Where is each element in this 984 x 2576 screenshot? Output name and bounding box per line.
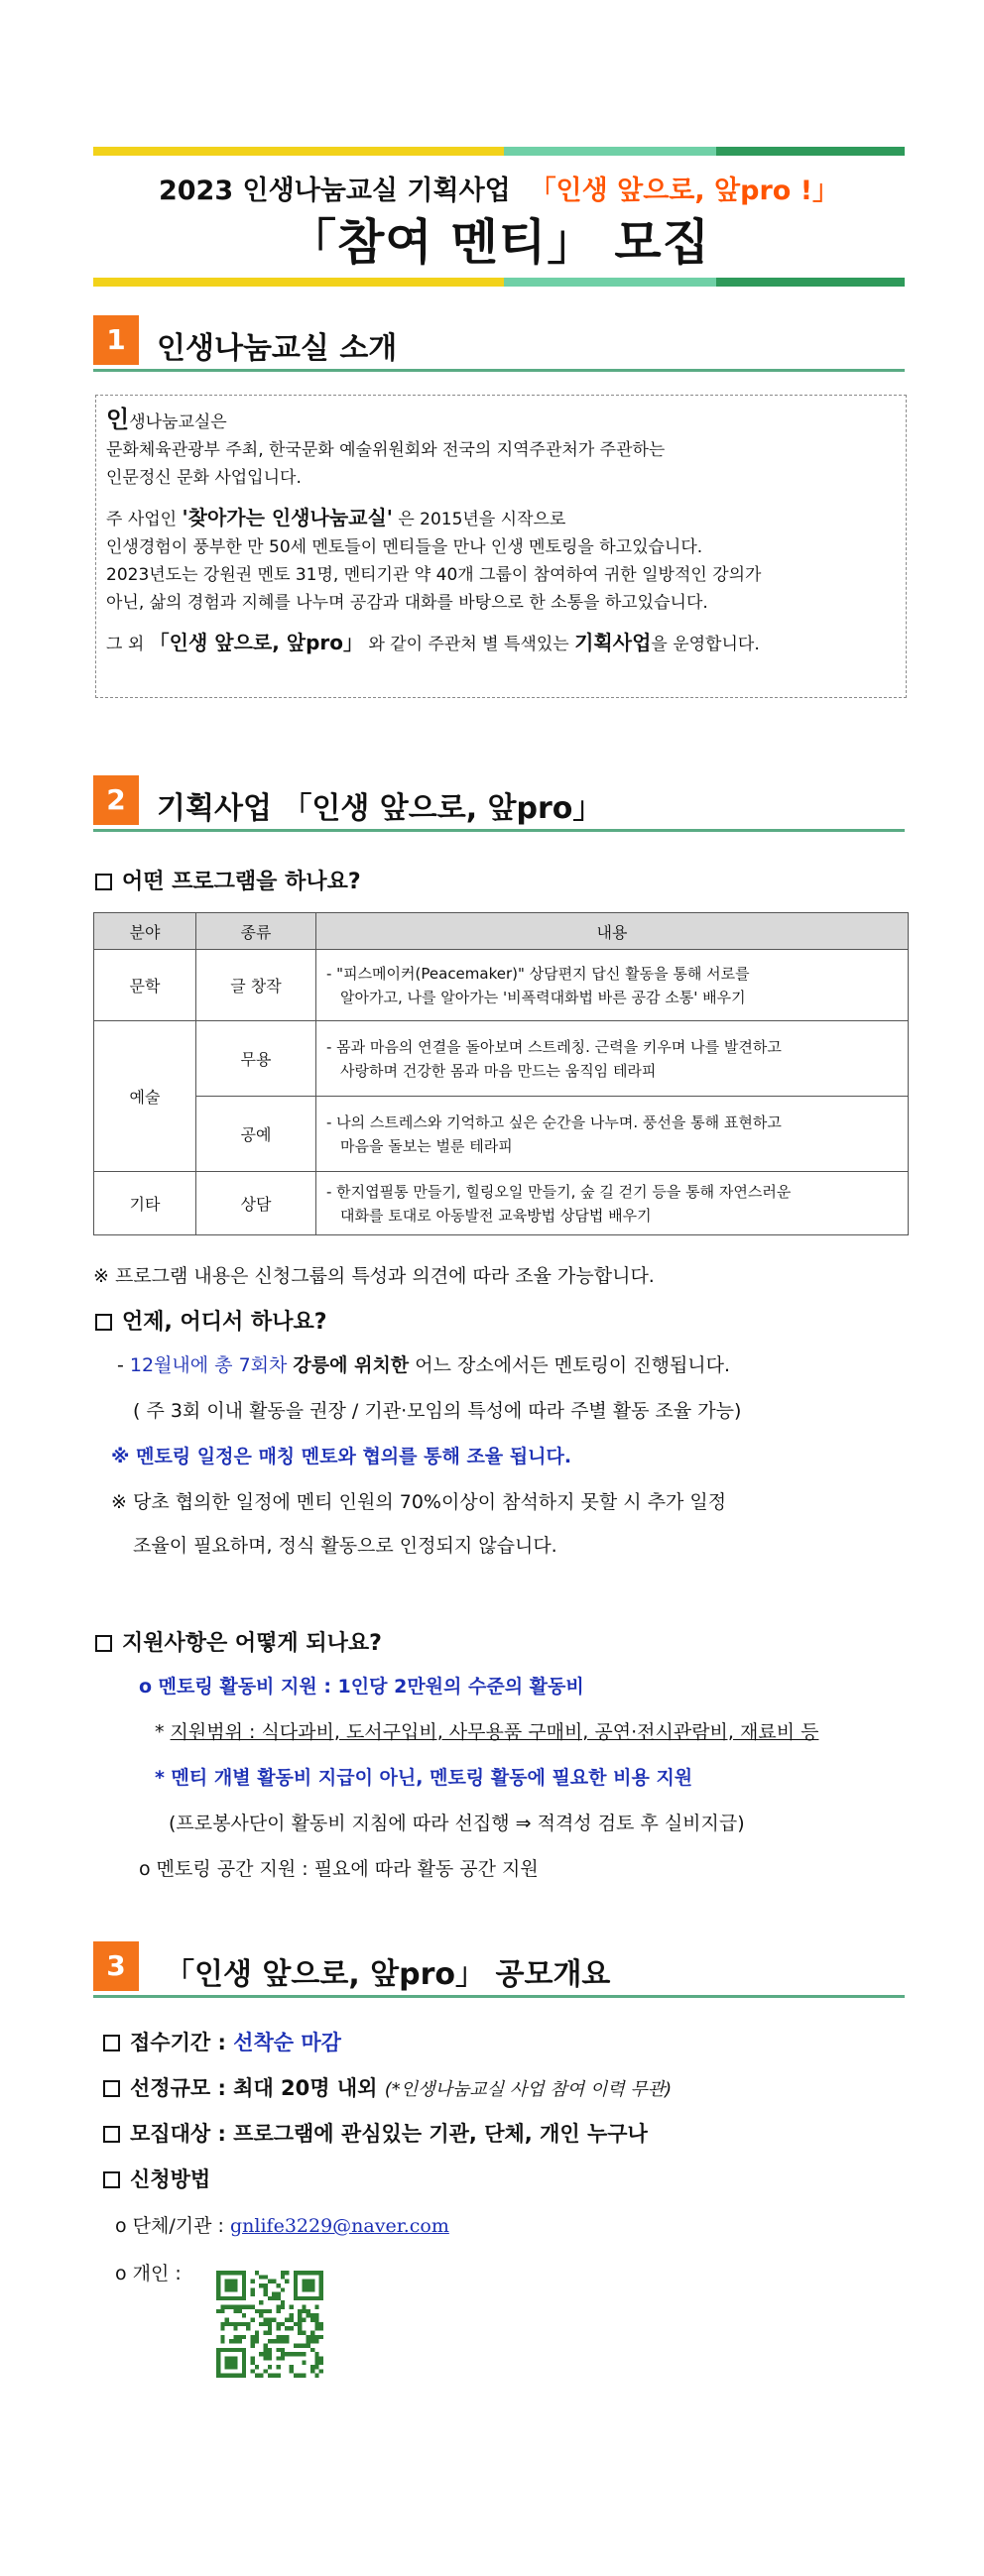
question-support [95, 1626, 382, 1657]
desc-line: 알아가고, 나를 알아가는 '비폭력대화법 바른 공감 소통' 배우기 [340, 988, 746, 1006]
desc-line: 마음을 돌보는 벌룬 테라피 [340, 1136, 513, 1155]
checkbox-icon [95, 1314, 112, 1331]
question-support-text: 지원사항은 어떻게 되나요? [122, 1631, 382, 1656]
intro-p3-pre: 그 외 [106, 635, 145, 654]
intro-p1-l1: 문화체육관광부 주최, 한국문화 예술위원회와 전국의 지역주관처가 주관하는 [106, 440, 666, 460]
program-note: ※ 프로그램 내용은 신청그룹의 특성과 의견에 따라 조율 가능합니다. [93, 1265, 655, 1287]
table-cell-desc [316, 1172, 909, 1235]
intro-p1-l2: 인문정신 문화 사업입니다. [106, 468, 302, 488]
intro-lead-rest: 생나눔교실은 [129, 412, 227, 432]
when-note2-l1: ※ 당초 협의한 일정에 멘티 인원의 70%이상이 참석하지 못할 시 추가 일정 [111, 1491, 727, 1513]
intro-p2-l4: 아닌, 삶의 경험과 지혜를 나누며 공감과 대화를 바탕으로 한 소통을 하고있습니다. [106, 593, 708, 613]
apply-method [103, 2164, 210, 2193]
table-header-row [94, 913, 909, 950]
table-cell-type: 공예 [196, 1097, 316, 1172]
intro-p3-mid: 와 같이 주관처 별 특색있는 [368, 635, 569, 654]
intro-p2-l3: 2023년도는 강원권 멘토 31명, 멘티기관 약 40개 그룹이 참여하여 귀한 일방적인 강의가 [106, 565, 762, 585]
checkbox-icon [103, 2080, 120, 2097]
when-line [117, 1350, 730, 1377]
desc-line: 대화를 토대로 아동발전 교육방법 상담법 배우기 [340, 1206, 652, 1225]
table-header-cell: 분야 [94, 913, 196, 950]
table-cell-category: 기타 [94, 1172, 196, 1235]
when-sub: ( 주 3회 이내 활동을 권장 / 기관·모임의 특성에 따라 주별 활동 조율 가능) [133, 1400, 742, 1422]
table-cell-desc [316, 950, 909, 1021]
table-header-cell: 종류 [196, 913, 316, 950]
recruit-period-value: 선착순 마감 [233, 2031, 341, 2054]
support1-scope [155, 1717, 818, 1744]
support1-note: * 멘티 개별 활동비 지급이 아닌, 멘토링 활동에 필요한 비용 지원 [155, 1767, 693, 1789]
section3-title: 「인생 앞으로, 앞pro」 공모개요 [165, 1957, 611, 1992]
table-row [94, 1172, 909, 1235]
intro-p3-post: 을 운영합니다. [651, 635, 760, 654]
support1-scope-pre: * [155, 1721, 171, 1743]
section1-title: 인생나눔교실 소개 [157, 331, 398, 366]
header-bottom-bar [93, 278, 905, 287]
recruit-size [103, 2072, 672, 2102]
qr-code-icon[interactable] [216, 2271, 323, 2378]
section3-number: 3 [93, 1941, 139, 1991]
recruit-target [103, 2118, 648, 2148]
table-row [94, 1021, 909, 1097]
table-cell-type: 무용 [196, 1021, 316, 1097]
title-highlight: 「인생 앞으로, 앞pro !」 [529, 176, 840, 206]
header-subtitle [93, 169, 905, 207]
recruit-period-label: 접수기간 : [130, 2031, 226, 2054]
desc-line: - 한지엽필통 만들기, 힐링오일 만들기, 숲 길 걷기 등을 통해 자연스러운 [326, 1182, 792, 1201]
support2: o 멘토링 공간 지원 : 필요에 따라 활동 공간 지원 [139, 1858, 539, 1880]
support1-note-sub: (프로봉사단이 활동비 지침에 따라 선집행 ⇒ 적격성 검토 후 실비지급) [169, 1813, 745, 1834]
when-note2-l2: 조율이 필요하며, 정식 활동으로 인정되지 않습니다. [133, 1535, 557, 1557]
intro-box [95, 395, 907, 698]
checkbox-icon [103, 2126, 120, 2143]
intro-p2-pre: 주 사업인 [106, 510, 178, 529]
section1-header [93, 315, 905, 372]
question-when [95, 1305, 326, 1336]
table-cell-desc [316, 1097, 909, 1172]
checkbox-icon [103, 2035, 120, 2051]
when-mid: 강릉에 위치한 [293, 1354, 410, 1376]
intro-p3-bold1: 「인생 앞으로, 앞pro」 [149, 631, 364, 654]
program-table [93, 912, 909, 1235]
section2-title: 기획사업 「인생 앞으로, 앞pro」 [157, 791, 603, 826]
desc-line: - 몸과 마음의 연결을 돌아보며 스트레칭. 근력을 키우며 나를 발견하고 [326, 1037, 782, 1056]
apply-person-label: o 개인 : [115, 2263, 182, 2284]
desc-line: - "피스메이커(Peacemaker)" 상담편지 답신 활동을 통해 서로를 [326, 964, 750, 983]
table-cell-type: 글 창작 [196, 950, 316, 1021]
intro-p2-post: 은 2015년을 시작으로 [398, 510, 566, 529]
when-rest: 어느 장소에서든 멘토링이 진행됩니다. [415, 1354, 731, 1376]
recruit-period [103, 2027, 341, 2056]
section2-number: 2 [93, 775, 139, 825]
question-program-text: 어떤 프로그램을 하나요? [122, 870, 361, 894]
header-top-bar [93, 147, 905, 156]
intro-p2-l2: 인생경험이 풍부한 만 50세 멘토들이 멘티들을 만나 인생 멘토링을 하고있습니다. [106, 537, 703, 557]
table-cell-type: 상담 [196, 1172, 316, 1235]
apply-email-link[interactable]: gnlife3229@naver.com [229, 2215, 449, 2237]
intro-lead-big: 인 [106, 406, 130, 433]
table-cell-desc [316, 1021, 909, 1097]
table-cell-category: 문학 [94, 950, 196, 1021]
when-note-blue: ※ 멘토링 일정은 매칭 멘토와 협의를 통해 조율 됩니다. [111, 1446, 572, 1467]
section1-number: 1 [93, 315, 139, 365]
question-when-text: 언제, 어디서 하나요? [122, 1310, 327, 1335]
when-highlight: 12월내에 총 7회차 [129, 1354, 288, 1376]
desc-line: - 나의 스트레스와 기억하고 싶은 순간을 나누며. 풍선을 통해 표현하고 [326, 1112, 782, 1131]
apply-org [115, 2211, 449, 2238]
recruit-size-label: 선정규모 : 최대 20명 내외 [130, 2076, 378, 2100]
support1: o 멘토링 활동비 지원 : 1인당 2만원의 수준의 활동비 [139, 1676, 584, 1698]
desc-line: 사랑하며 건강한 몸과 마음 만드는 움직임 테라피 [340, 1061, 657, 1080]
apply-org-label: o 단체/기관 : [115, 2215, 224, 2237]
support1-scope-text: 지원범위 : 식다과비, 도서구입비, 사무용품 구매비, 공연·전시관람비, 재료비 등 [170, 1721, 819, 1743]
table-header-cell: 내용 [316, 913, 909, 950]
table-row [94, 950, 909, 1021]
table-cell-category: 예술 [94, 1021, 196, 1172]
title-prefix: 2023 인생나눔교실 기획사업 [158, 176, 511, 206]
apply-method-text: 신청방법 [130, 2167, 211, 2191]
checkbox-icon [95, 874, 112, 890]
intro-p2-bold: '찾아가는 인생나눔교실' [182, 506, 393, 529]
section2-header [93, 775, 905, 832]
recruit-size-note: (*인생나눔교실 사업 참여 이력 무관) [384, 2079, 673, 2100]
question-program [95, 865, 361, 895]
checkbox-icon [95, 1635, 112, 1652]
intro-p3-bold2: 기획사업 [574, 631, 652, 654]
checkbox-icon [103, 2171, 120, 2188]
table-row [94, 1097, 909, 1172]
section3-header [93, 1941, 905, 1998]
page-title: 「참여 멘티」 모집 [287, 214, 711, 271]
when-dash: - [117, 1354, 124, 1376]
recruit-target-text: 모집대상 : 프로그램에 관심있는 기관, 단체, 개인 누구나 [130, 2122, 648, 2146]
